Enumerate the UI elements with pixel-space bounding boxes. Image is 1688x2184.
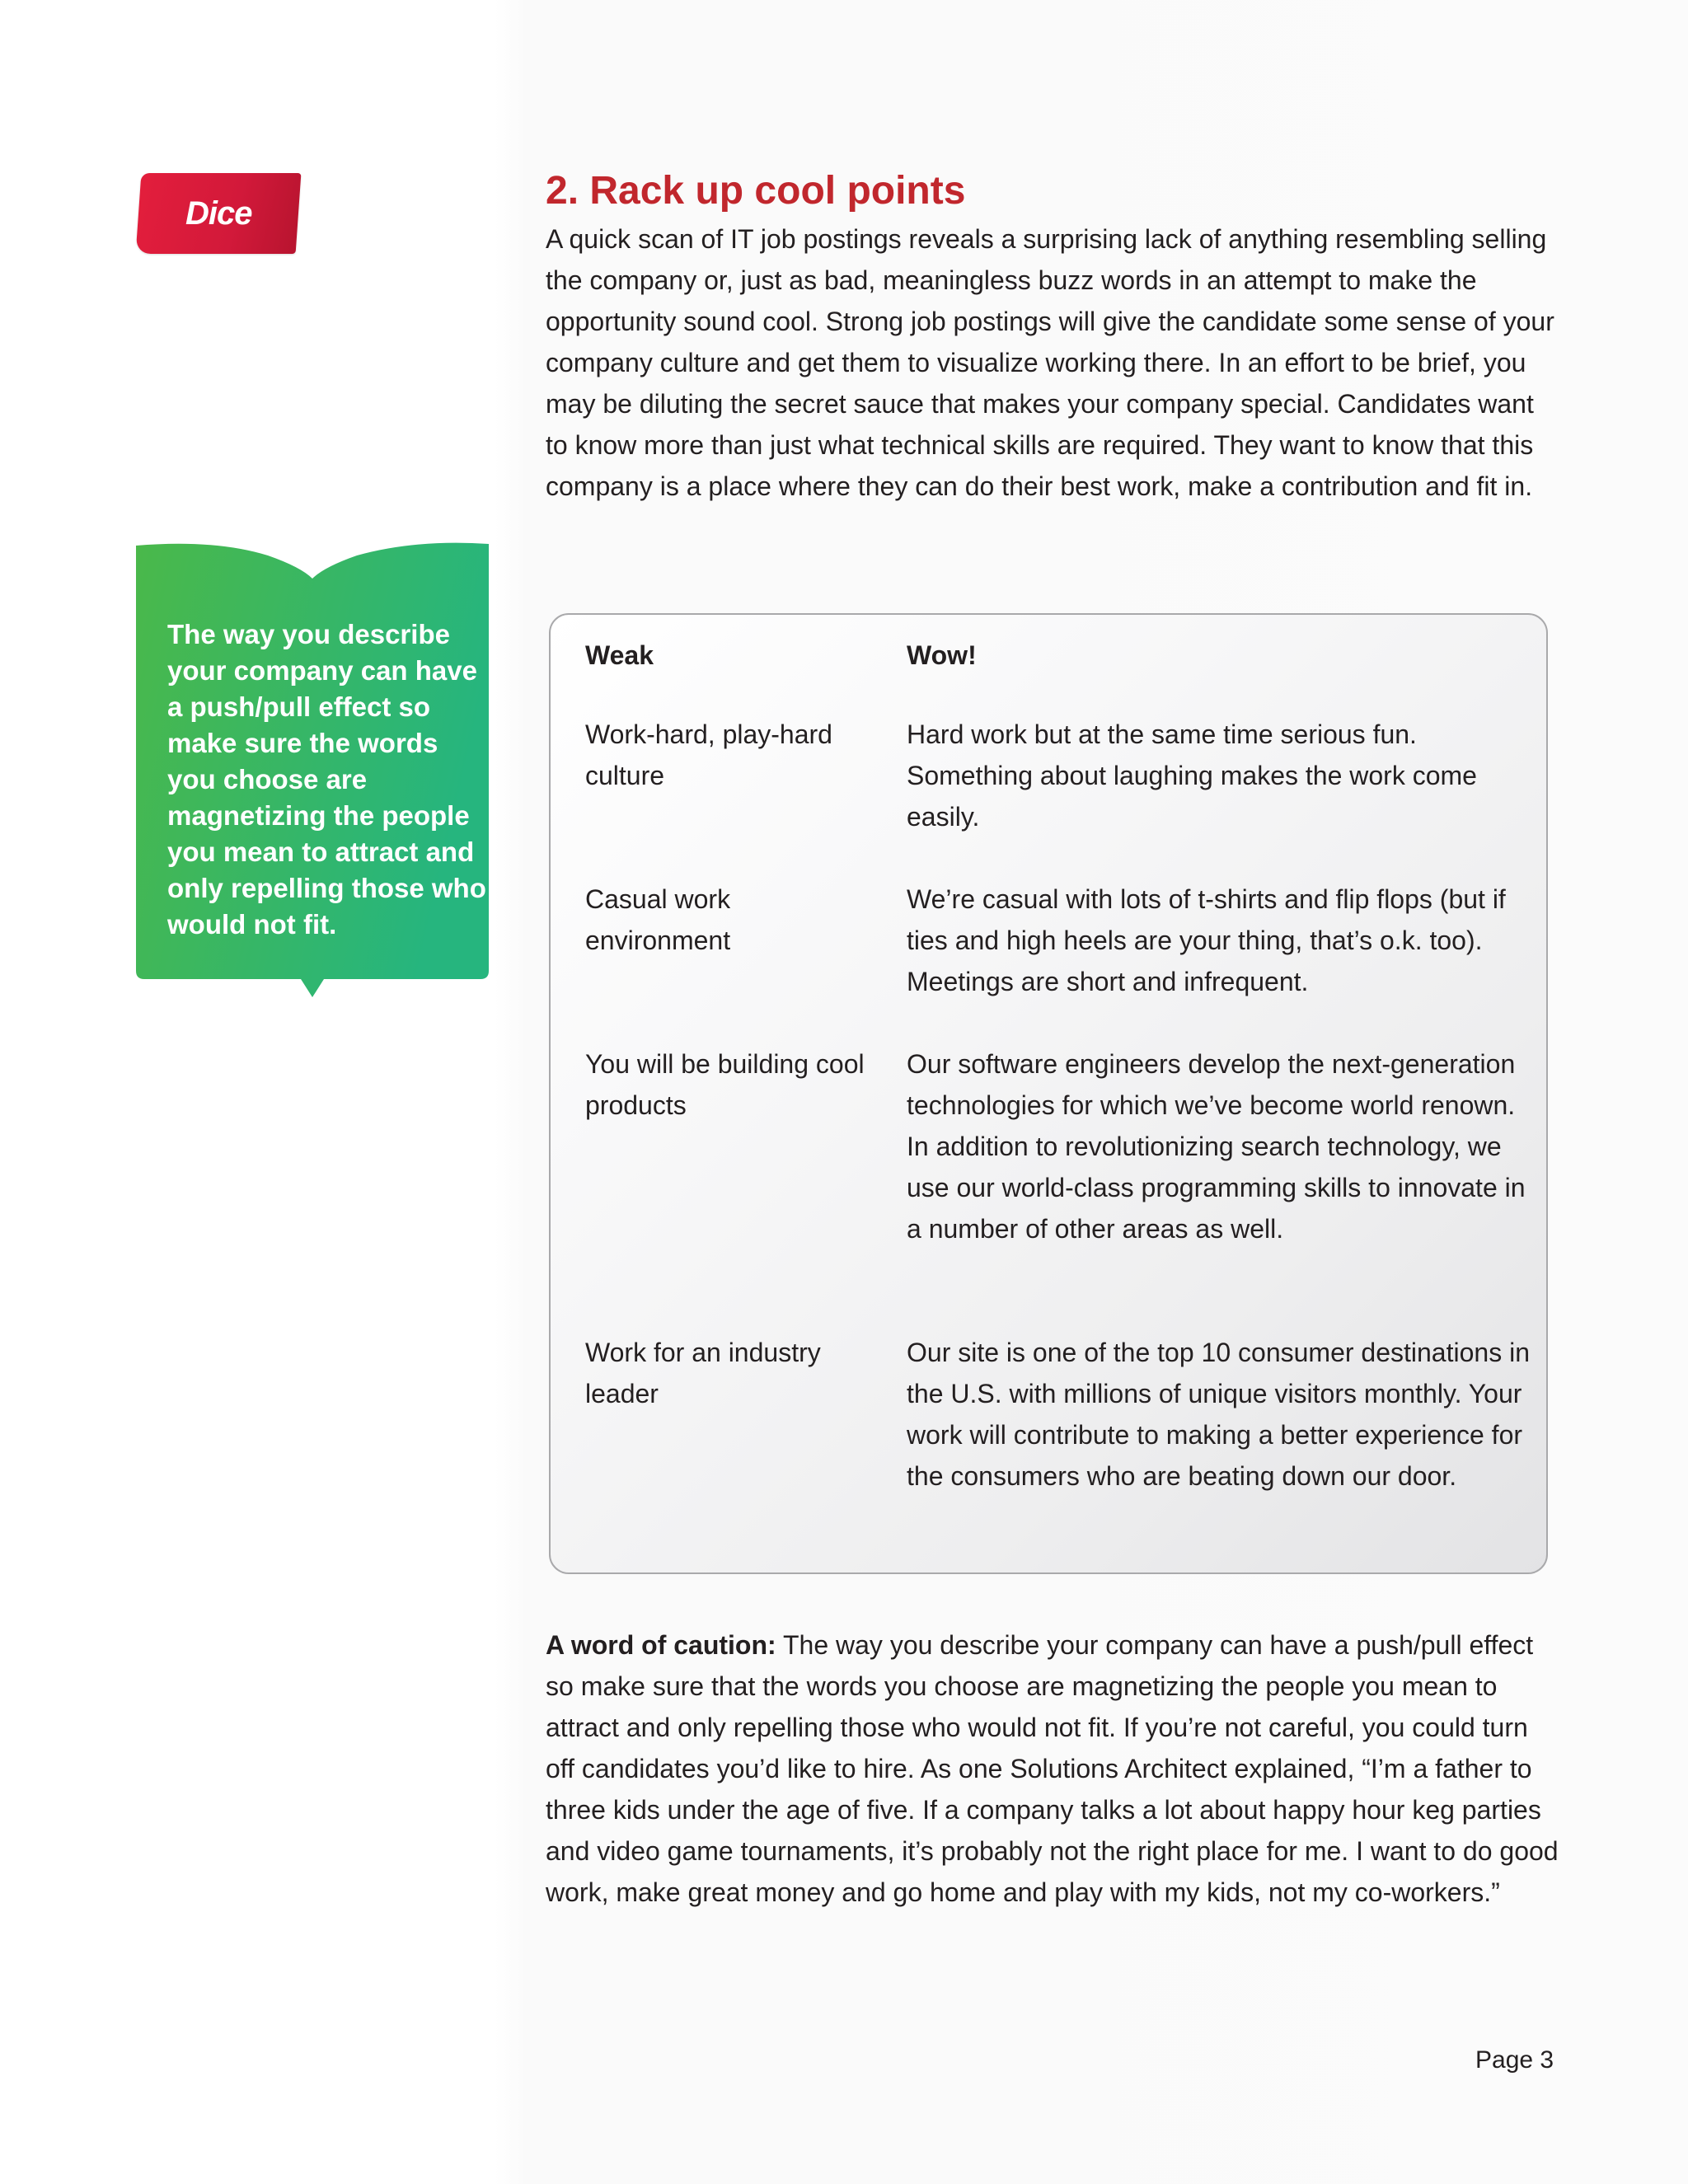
weak-vs-wow-table bbox=[549, 613, 1548, 1574]
weak-cell: Work for an industry leader bbox=[585, 1338, 821, 1408]
callout-text: The way you describe your company can have a push/pull effect so make sure the words you choose are magnetizing the people you mean to attract and only repelling those who would not fit. bbox=[167, 619, 486, 940]
dice-logo bbox=[136, 173, 302, 254]
wow-column-header: Wow! bbox=[907, 640, 977, 670]
wow-cell: Our software engineers develop the next-generation technologies for which we’ve become world renown. In addition to revolutionizing search technology, we use our world-class programming skills to innovate in a number of other areas as well. bbox=[907, 1049, 1526, 1244]
caution-paragraph bbox=[546, 1624, 1559, 1913]
page-number: Page 3 bbox=[1475, 2046, 1554, 2074]
wow-cell: Hard work but at the same time serious fun. Something about laughing makes the work come easily. bbox=[907, 719, 1477, 832]
wow-cell: We’re casual with lots of t-shirts and flip flops (but if ties and high heels are your thing, that’s o.k. too). Meetings are short and infrequent. bbox=[907, 884, 1506, 996]
logo-text: Dice bbox=[185, 194, 252, 232]
section-heading: 2. Rack up cool points bbox=[546, 169, 966, 213]
wow-cell: Our site is one of the top 10 consumer destinations in the U.S. with millions of unique visitors monthly. Your work will contribute to making a better experience for the consumers who are beating down our door. bbox=[907, 1338, 1530, 1491]
weak-cell: Work-hard, play-hard culture bbox=[585, 719, 832, 790]
intro-paragraph: A quick scan of IT job postings reveals a surprising lack of anything resembling selling the company or, just as bad, meaningless buzz words in an attempt to make the opportunity sound cool. Strong job postings will give the candidate some sense of your company culture and get them to visualize working there. In an effort to be brief, you may be diluting the secret sauce that makes your company special. Candidates want to know more than just what technical skills are required. They want to know that this company is a place where they can do their best work, make a contribution and fit in. bbox=[546, 224, 1554, 501]
caution-text: The way you describe your company can have a push/pull effect so make sure that the words you choose are magnetizing the people you mean to attract and only repelling those who would not fit. If you’re not careful, you could turn off candidates you’d like to hire. As one Solutions Architect explained, “I’m a father to three kids under the age of five. If a company talks a lot about happy hour keg parties and video game tournaments, it’s probably not the right place for me. I want to do good work, make great money and go home and play with my kids, not my co-workers.” bbox=[546, 1630, 1559, 1907]
weak-column-header: Weak bbox=[585, 640, 654, 670]
caution-label: A word of caution: bbox=[546, 1630, 776, 1660]
pull-quote-callout bbox=[136, 542, 489, 1000]
weak-cell: You will be building cool products bbox=[585, 1049, 865, 1120]
weak-cell: Casual work environment bbox=[585, 884, 731, 955]
